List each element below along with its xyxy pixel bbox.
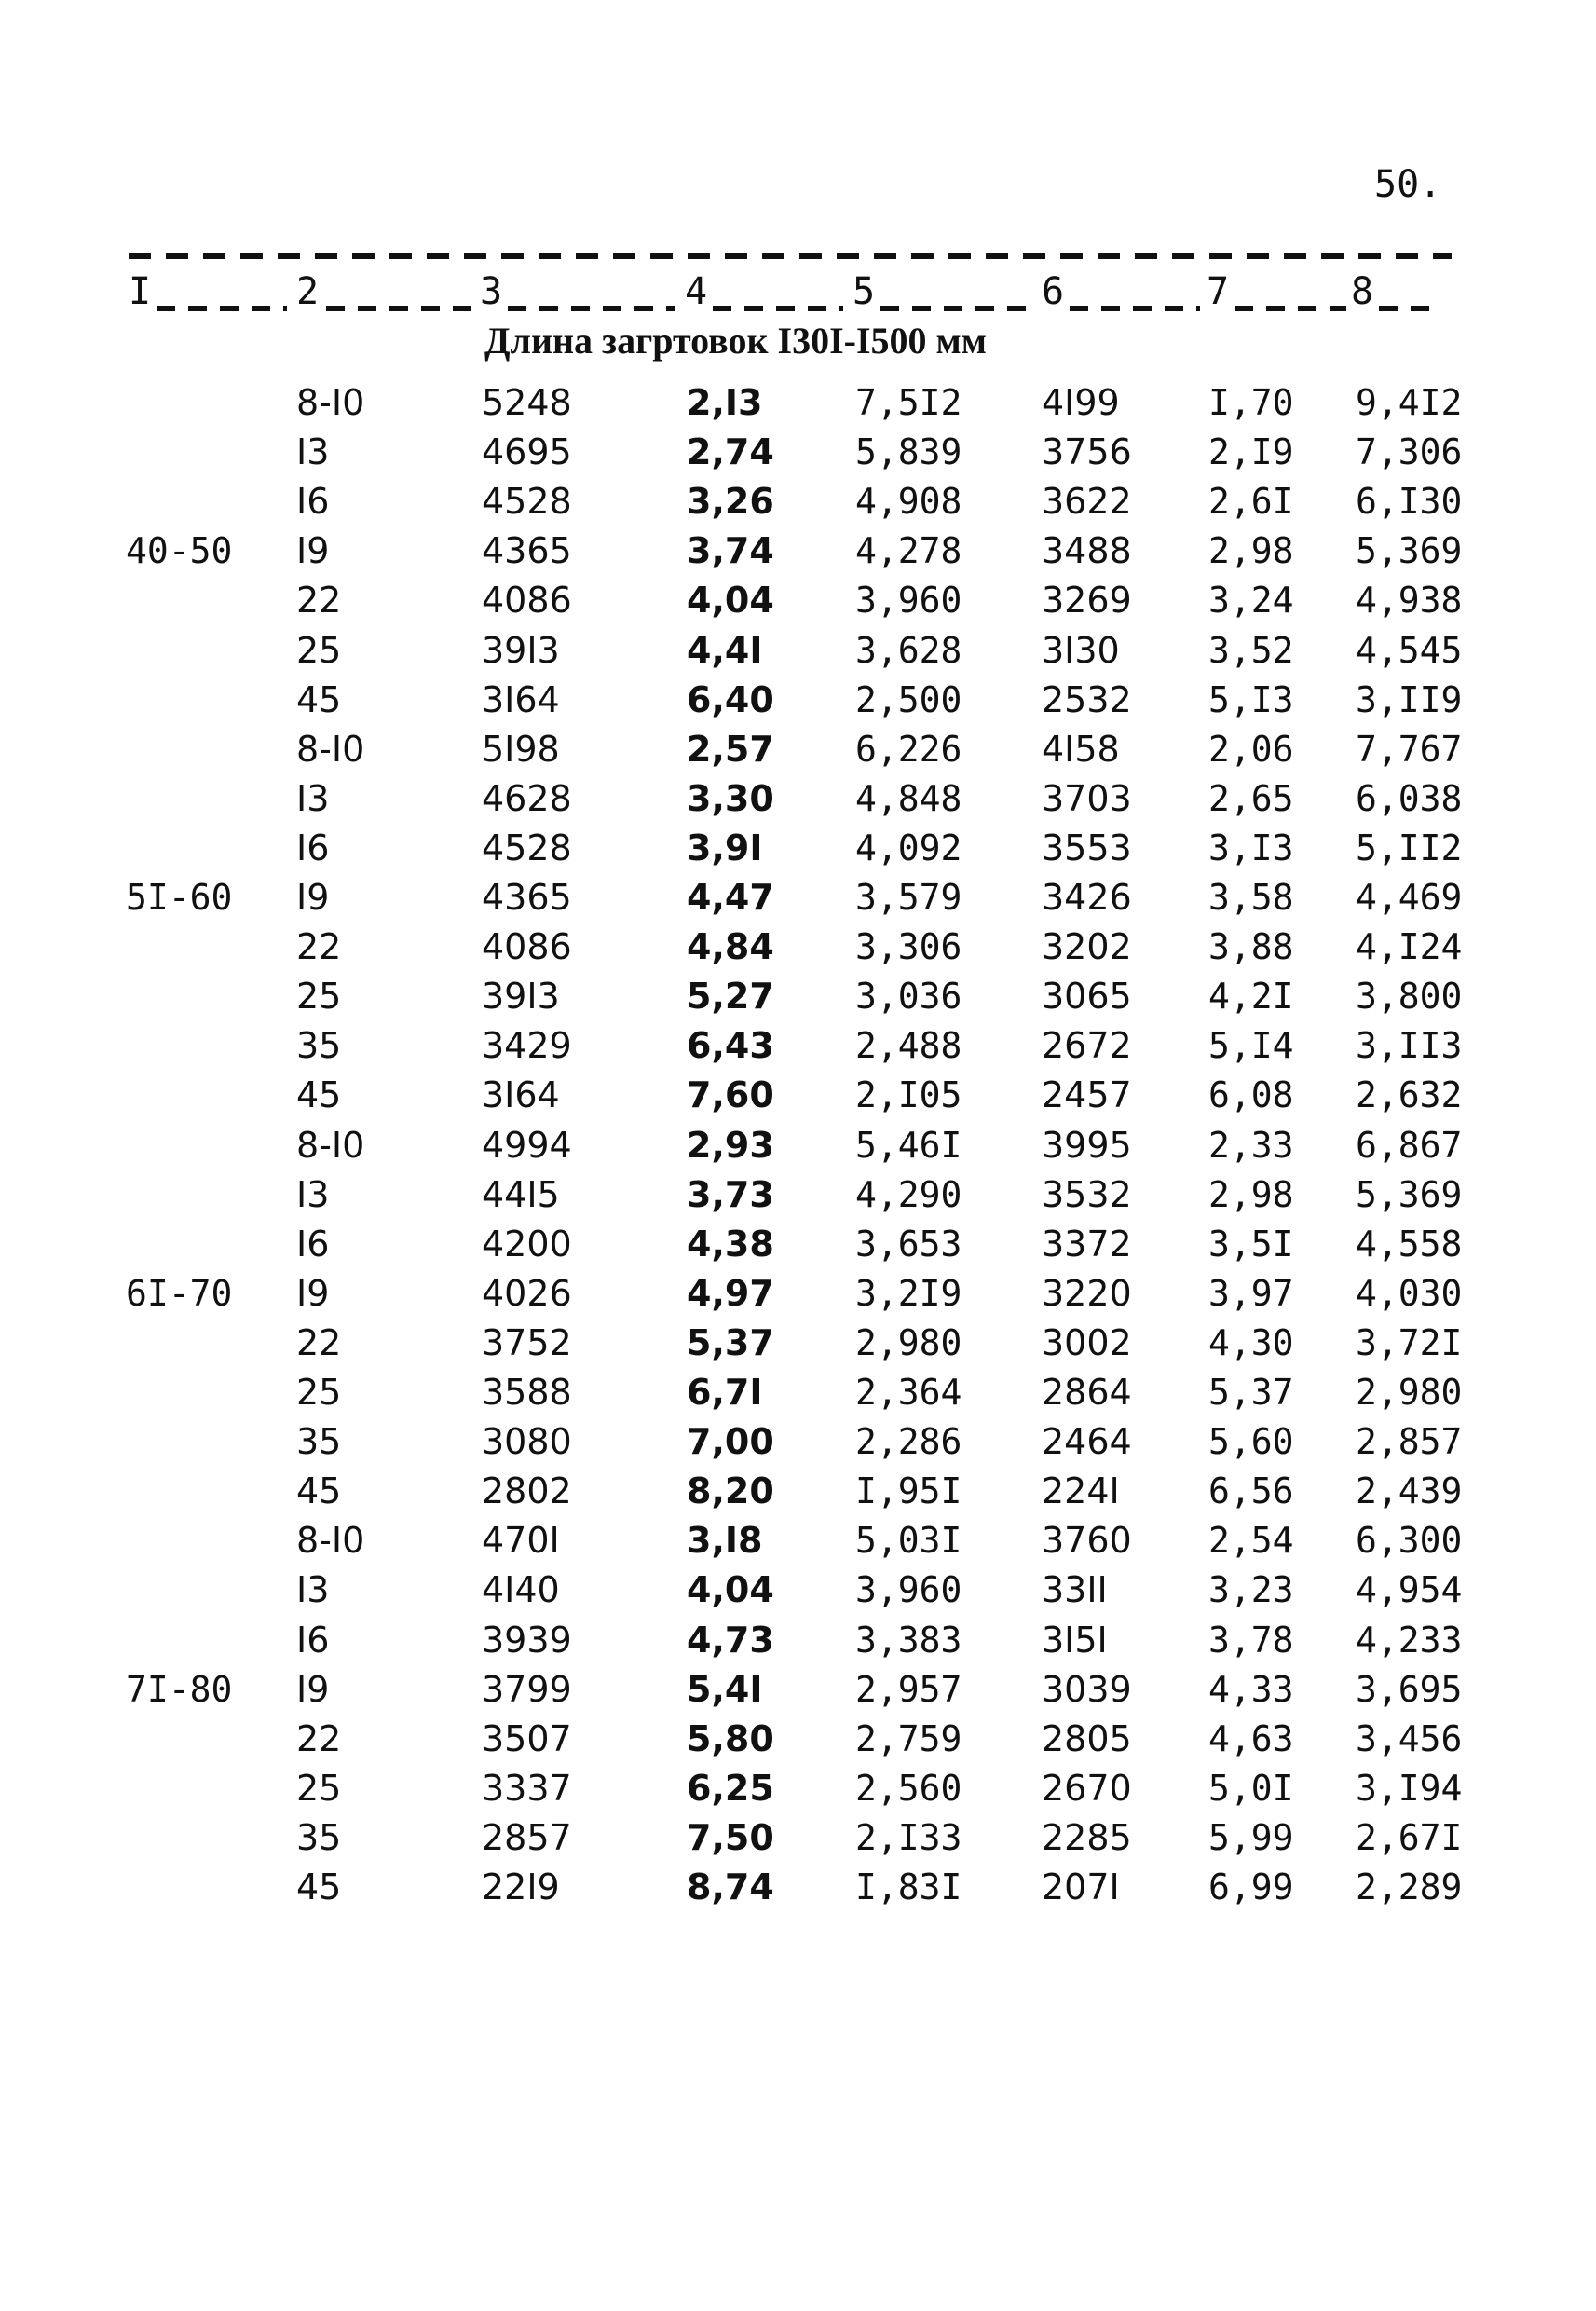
table-row — [0, 1125, 1596, 1174]
table-cell: 4,233 — [1356, 1619, 1463, 1661]
header-dash — [1379, 306, 1435, 311]
table-cell: 2,286 — [855, 1421, 962, 1463]
table-cell: 8-I0 — [296, 1520, 365, 1562]
table-cell: 3,30 — [687, 777, 774, 819]
table-cell: 4,30 — [1208, 1321, 1294, 1363]
table-cell: 45 — [296, 1074, 342, 1116]
table-cell: 6,40 — [687, 678, 774, 720]
table-cell: 2,289 — [1356, 1867, 1463, 1908]
table-row — [0, 1817, 1596, 1867]
table-cell: 207I — [1042, 1867, 1120, 1908]
table-cell: 25 — [296, 976, 342, 1018]
table-cell: 3,58 — [1208, 877, 1294, 918]
table-cell: 6,56 — [1208, 1470, 1294, 1512]
table-cell: 25 — [296, 629, 342, 671]
table-cell: 3,24 — [1208, 580, 1294, 622]
column-header: 8 — [1351, 270, 1374, 313]
table-row — [0, 382, 1596, 431]
table-cell: 2,65 — [1208, 777, 1294, 819]
table-cell: I3 — [296, 777, 330, 819]
table-cell: 3,9I — [687, 827, 763, 868]
table-cell: 3,960 — [855, 1569, 962, 1611]
table-cell: I,83I — [855, 1867, 962, 1908]
table-row — [0, 1569, 1596, 1619]
table-cell: 3995 — [1042, 1124, 1132, 1166]
table-cell: 22 — [296, 1321, 342, 1363]
table-cell: 4200 — [482, 1223, 572, 1265]
header-dash — [508, 306, 675, 311]
column-header: 4 — [685, 270, 708, 313]
table-cell: 2,560 — [855, 1767, 962, 1809]
table-cell: 4086 — [482, 926, 572, 968]
table-cell: 3,I8 — [687, 1520, 763, 1562]
table-row — [0, 431, 1596, 481]
table-cell: I6 — [296, 1223, 330, 1265]
table-row — [0, 1421, 1596, 1470]
table-cell: 4628 — [482, 777, 572, 819]
table-cell: 2,364 — [855, 1372, 962, 1413]
table-cell: 3939 — [482, 1619, 572, 1661]
table-cell: 3337 — [482, 1767, 572, 1809]
column-header: 6 — [1042, 270, 1065, 313]
table-cell: 3,653 — [855, 1223, 962, 1265]
table-cell: 4,558 — [1356, 1223, 1463, 1265]
table-cell: 3553 — [1042, 827, 1132, 868]
table-cell: 4,04 — [687, 580, 774, 622]
table-cell: 4365 — [482, 877, 572, 918]
table-cell: 3065 — [1042, 976, 1132, 1018]
table-cell: 4,848 — [855, 777, 962, 819]
table-row — [0, 1520, 1596, 1569]
table-cell: 3269 — [1042, 580, 1132, 622]
table-cell: 3002 — [1042, 1321, 1132, 1363]
table-cell: 2,957 — [855, 1668, 962, 1710]
table-cell: 2,488 — [855, 1025, 962, 1067]
table-cell: 3429 — [482, 1025, 572, 1067]
table-cell: 3703 — [1042, 777, 1132, 819]
table-cell: 3,383 — [855, 1619, 962, 1661]
table-cell: 2,439 — [1356, 1470, 1463, 1512]
table-cell: 2,06 — [1208, 728, 1294, 770]
table-cell: 39I3 — [482, 629, 560, 671]
table-row — [0, 926, 1596, 976]
column-header: 3 — [480, 270, 503, 313]
table-cell: 5,46I — [855, 1124, 962, 1166]
table-cell: 4,38 — [687, 1223, 774, 1265]
table-row — [0, 1669, 1596, 1718]
table-row — [0, 1224, 1596, 1273]
table-cell: 3,23 — [1208, 1569, 1294, 1611]
table-cell: 6,I30 — [1356, 481, 1463, 523]
table-cell: 2,632 — [1356, 1074, 1463, 1116]
table-cell: 3507 — [482, 1717, 572, 1759]
table-cell: 2,6I — [1208, 481, 1294, 523]
table-cell: 35 — [296, 1816, 342, 1858]
section-title: Длина загртовок I30I-I500 мм — [484, 320, 988, 362]
table-cell: 6,7I — [687, 1372, 763, 1413]
table-cell: 2805 — [1042, 1717, 1132, 1759]
column-header: 7 — [1207, 270, 1230, 313]
table-cell: 2457 — [1042, 1074, 1132, 1116]
table-cell: 3,579 — [855, 877, 962, 918]
table-cell: 44I5 — [482, 1173, 560, 1215]
table-cell: 5,4I — [687, 1668, 763, 1710]
table-row — [0, 481, 1596, 530]
table-cell: 3,88 — [1208, 926, 1294, 968]
table-cell: 5,I4 — [1208, 1025, 1294, 1067]
table-row — [0, 1174, 1596, 1224]
table-row — [0, 580, 1596, 629]
table-cell: 2,I05 — [855, 1074, 962, 1116]
table-cell: 4,84 — [687, 926, 774, 968]
table-cell: 3756 — [1042, 431, 1132, 473]
table-cell: 4,47 — [687, 877, 774, 918]
table-cell: 5,03I — [855, 1520, 962, 1562]
table-cell: 5,839 — [855, 431, 962, 473]
table-cell: 3372 — [1042, 1223, 1132, 1265]
table-cell: 2,980 — [1356, 1372, 1463, 1413]
table-row — [0, 827, 1596, 877]
header-dash — [1070, 306, 1200, 311]
table-cell: 5,60 — [1208, 1421, 1294, 1463]
table-cell: 4,04 — [687, 1569, 774, 1611]
table-cell: 4,469 — [1356, 877, 1463, 918]
table-cell: 5,0I — [1208, 1767, 1294, 1809]
table-cell: 3,74 — [687, 530, 774, 572]
length-range-cell: 5I-60 — [126, 877, 233, 918]
table-cell: I3 — [296, 1173, 330, 1215]
table-cell: 4,290 — [855, 1173, 962, 1215]
table-cell: 4,73 — [687, 1619, 774, 1661]
table-cell: 2864 — [1042, 1372, 1132, 1413]
table-cell: 3I5I — [1042, 1619, 1108, 1661]
table-cell: I3 — [296, 1569, 330, 1611]
table-cell: 45 — [296, 1867, 342, 1908]
column-header: 2 — [296, 270, 320, 313]
length-range-cell: 6I-70 — [126, 1272, 233, 1314]
table-cell: 2,I33 — [855, 1816, 962, 1858]
table-cell: 3,306 — [855, 926, 962, 968]
header-dash — [326, 306, 475, 311]
table-cell: 2,98 — [1208, 1173, 1294, 1215]
table-cell: 2464 — [1042, 1421, 1132, 1463]
table-cell: 6,226 — [855, 728, 962, 770]
table-cell: 2,I3 — [687, 382, 763, 423]
table-cell: I9 — [296, 530, 330, 572]
table-row — [0, 1620, 1596, 1669]
table-cell: 5,II2 — [1356, 827, 1463, 868]
table-row — [0, 1025, 1596, 1074]
table-cell: 470I — [482, 1520, 560, 1562]
table-cell: 3588 — [482, 1372, 572, 1413]
table-row — [0, 1768, 1596, 1817]
table-cell: 7,60 — [687, 1074, 774, 1116]
table-cell: 2,I9 — [1208, 431, 1294, 473]
table-row — [0, 778, 1596, 827]
table-cell: 4I58 — [1042, 728, 1120, 770]
table-cell: 4,030 — [1356, 1272, 1463, 1314]
column-header: 5 — [853, 270, 876, 313]
table-cell: 3488 — [1042, 530, 1132, 572]
table-cell: 25 — [296, 1767, 342, 1809]
table-cell: 9,4I2 — [1356, 382, 1463, 423]
table-row — [0, 1470, 1596, 1520]
table-cell: 3I64 — [482, 1074, 560, 1116]
header-dash — [1235, 306, 1346, 311]
table-cell: 5,369 — [1356, 1173, 1463, 1215]
table-cell: I9 — [296, 1272, 330, 1314]
table-cell: 3622 — [1042, 481, 1132, 523]
top-dashed-rule — [129, 253, 1452, 259]
table-cell: 4,33 — [1208, 1668, 1294, 1710]
table-cell: 2,67I — [1356, 1816, 1463, 1858]
table-cell: 5I98 — [482, 728, 560, 770]
table-cell: 4,954 — [1356, 1569, 1463, 1611]
table-cell: 5,99 — [1208, 1816, 1294, 1858]
table-cell: 2,57 — [687, 728, 774, 770]
table-cell: 3,2I9 — [855, 1272, 962, 1314]
table-row — [0, 630, 1596, 679]
table-cell: 2,93 — [687, 1124, 774, 1166]
table-cell: 22 — [296, 1717, 342, 1759]
table-cell: 3,73 — [687, 1173, 774, 1215]
table-cell: 2,500 — [855, 678, 962, 720]
table-cell: 4528 — [482, 481, 572, 523]
page-number: 50. — [1374, 163, 1442, 206]
table-cell: 2,98 — [1208, 530, 1294, 572]
table-cell: 2532 — [1042, 678, 1132, 720]
column-header: I — [129, 270, 152, 313]
table-cell: 3,72I — [1356, 1321, 1463, 1363]
table-cell: 2672 — [1042, 1025, 1132, 1067]
table-cell: 4,938 — [1356, 580, 1463, 622]
table-cell: 224I — [1042, 1470, 1120, 1512]
table-cell: 4,I24 — [1356, 926, 1463, 968]
table-cell: 6,867 — [1356, 1124, 1463, 1166]
table-cell: 3220 — [1042, 1272, 1132, 1314]
table-row — [0, 1372, 1596, 1421]
table-cell: 25 — [296, 1372, 342, 1413]
table-cell: 3,97 — [1208, 1272, 1294, 1314]
table-row — [0, 530, 1596, 580]
table-cell: 2285 — [1042, 1816, 1132, 1858]
table-cell: I6 — [296, 481, 330, 523]
table-cell: 5,369 — [1356, 530, 1463, 572]
table-cell: 2,857 — [1356, 1421, 1463, 1463]
table-cell: 4I40 — [482, 1569, 560, 1611]
table-cell: 8-I0 — [296, 728, 365, 770]
table-cell: 35 — [296, 1421, 342, 1463]
table-cell: I,70 — [1208, 382, 1294, 423]
table-cell: 22 — [296, 926, 342, 968]
table-cell: 7,306 — [1356, 431, 1463, 473]
table-cell: 6,43 — [687, 1025, 774, 1067]
table-cell: 8-I0 — [296, 382, 365, 423]
table-row — [0, 1074, 1596, 1124]
table-cell: 3,960 — [855, 580, 962, 622]
table-cell: 3,52 — [1208, 629, 1294, 671]
table-cell: 7,5I2 — [855, 382, 962, 423]
table-cell: 3,78 — [1208, 1619, 1294, 1661]
table-cell: 4,4I — [687, 629, 763, 671]
table-cell: 2670 — [1042, 1767, 1132, 1809]
table-cell: 3I64 — [482, 678, 560, 720]
table-cell: 5,I3 — [1208, 678, 1294, 720]
table-cell: 3426 — [1042, 877, 1132, 918]
table-cell: 3,II3 — [1356, 1025, 1463, 1067]
table-cell: 5,27 — [687, 976, 774, 1018]
table-cell: I6 — [296, 827, 330, 868]
table-cell: 5,80 — [687, 1717, 774, 1759]
table-cell: 3,695 — [1356, 1668, 1463, 1710]
table-cell: 3202 — [1042, 926, 1132, 968]
table-row — [0, 1322, 1596, 1372]
header-dash — [157, 306, 287, 311]
table-cell: 4994 — [482, 1124, 572, 1166]
table-cell: 22 — [296, 580, 342, 622]
table-cell: 3760 — [1042, 1520, 1132, 1562]
table-cell: 4,2I — [1208, 976, 1294, 1018]
table-cell: 8-I0 — [296, 1124, 365, 1166]
table-cell: 3,800 — [1356, 976, 1463, 1018]
table-cell: I6 — [296, 1619, 330, 1661]
table-cell: 35 — [296, 1025, 342, 1067]
table-row — [0, 1867, 1596, 1916]
table-cell: 3,628 — [855, 629, 962, 671]
table-row — [0, 679, 1596, 729]
table-cell: 3080 — [482, 1421, 572, 1463]
length-range-cell: 7I-80 — [126, 1668, 233, 1710]
table-cell: 6,99 — [1208, 1867, 1294, 1908]
table-cell: 7,00 — [687, 1421, 774, 1463]
table-cell: 8,20 — [687, 1470, 774, 1512]
table-row — [0, 1273, 1596, 1322]
table-cell: 2,74 — [687, 431, 774, 473]
table-cell: 3,26 — [687, 481, 774, 523]
table-cell: 3,5I — [1208, 1223, 1294, 1265]
table-cell: 6,300 — [1356, 1520, 1463, 1562]
table-cell: 3,I3 — [1208, 827, 1294, 868]
table-cell: 4026 — [482, 1272, 572, 1314]
table-cell: 2,33 — [1208, 1124, 1294, 1166]
header-dash — [880, 306, 1034, 311]
table-cell: I3 — [296, 431, 330, 473]
header-dash — [713, 306, 843, 311]
table-cell: 4,092 — [855, 827, 962, 868]
table-cell: 7,767 — [1356, 728, 1463, 770]
table-cell: 5248 — [482, 382, 572, 423]
table-cell: 4695 — [482, 431, 572, 473]
table-cell: 3,036 — [855, 976, 962, 1018]
table-cell: 2802 — [482, 1470, 572, 1512]
table-cell: 45 — [296, 678, 342, 720]
table-cell: 7,50 — [687, 1816, 774, 1858]
table-cell: 39I3 — [482, 976, 560, 1018]
table-cell: 4,63 — [1208, 1717, 1294, 1759]
table-cell: I,95I — [855, 1470, 962, 1512]
table-cell: 4,97 — [687, 1272, 774, 1314]
table-cell: 3799 — [482, 1668, 572, 1710]
table-cell: 2857 — [482, 1816, 572, 1858]
table-cell: 33II — [1042, 1569, 1108, 1611]
table-cell: 4,278 — [855, 530, 962, 572]
table-cell: 22I9 — [482, 1867, 560, 1908]
table-cell: 4528 — [482, 827, 572, 868]
table-cell: 3,456 — [1356, 1717, 1463, 1759]
length-range-cell: 40-50 — [126, 530, 233, 572]
table-row — [0, 877, 1596, 926]
table-cell: 6,08 — [1208, 1074, 1294, 1116]
table-cell: 4365 — [482, 530, 572, 572]
table-cell: 6,038 — [1356, 777, 1463, 819]
table-cell: 3532 — [1042, 1173, 1132, 1215]
table-cell: 5,37 — [687, 1321, 774, 1363]
table-cell: 5,37 — [1208, 1372, 1294, 1413]
table-cell: 2,54 — [1208, 1520, 1294, 1562]
table-cell: 4,908 — [855, 481, 962, 523]
table-cell: I9 — [296, 1668, 330, 1710]
table-cell: 3752 — [482, 1321, 572, 1363]
table-cell: 2,980 — [855, 1321, 962, 1363]
table-cell: 4I99 — [1042, 382, 1120, 423]
table-cell: 6,25 — [687, 1767, 774, 1809]
table-cell: 4086 — [482, 580, 572, 622]
table-cell: I9 — [296, 877, 330, 918]
table-cell: 8,74 — [687, 1867, 774, 1908]
table-cell: 3,I94 — [1356, 1767, 1463, 1809]
table-row — [0, 1718, 1596, 1768]
table-cell: 3039 — [1042, 1668, 1132, 1710]
table-cell: 45 — [296, 1470, 342, 1512]
table-cell: 2,759 — [855, 1717, 962, 1759]
table-row — [0, 976, 1596, 1025]
table-cell: 4,545 — [1356, 629, 1463, 671]
table-cell: 3I30 — [1042, 629, 1120, 671]
table-row — [0, 729, 1596, 778]
table-cell: 3,II9 — [1356, 678, 1463, 720]
